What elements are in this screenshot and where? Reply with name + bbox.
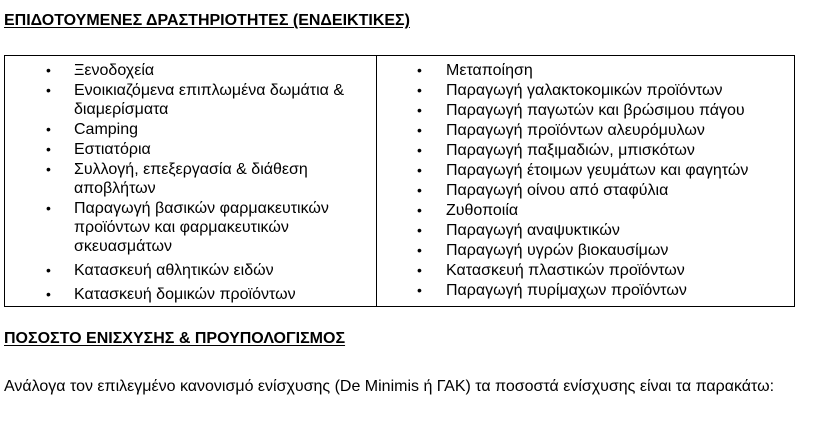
activity-label: Ξενοδοχεία [74, 62, 155, 79]
activity-list-item [5, 285, 376, 304]
bullet-icon: • [417, 202, 422, 218]
bullet-icon: • [417, 282, 422, 298]
activity-list-item [377, 81, 794, 100]
activity-label: Κατασκευή αθλητικών ειδών [74, 262, 274, 279]
activities-table [4, 55, 795, 307]
activity-label: Κατασκευή δομικών προϊόντων [74, 286, 296, 303]
bullet-icon: • [417, 142, 422, 158]
activities-left-list [5, 61, 376, 305]
activity-list-item [377, 281, 794, 300]
activity-list-item [5, 81, 376, 119]
activity-list-item [377, 161, 794, 180]
activity-label: Παραγωγή αναψυκτικών [446, 222, 620, 239]
activities-right-column [377, 56, 794, 306]
activity-list-item [5, 61, 376, 80]
bullet-icon: • [46, 161, 51, 177]
bullet-icon: • [417, 162, 422, 178]
activity-label: Παραγωγή γαλακτοκομικών προϊόντων [446, 82, 723, 99]
activity-label: Camping [74, 121, 139, 138]
activities-right-list [377, 61, 794, 301]
activity-label: Παραγωγή προϊόντων αλευρόμυλων [446, 122, 705, 139]
activity-list-item [5, 261, 376, 280]
activity-list-item [377, 61, 794, 80]
bullet-icon: • [417, 62, 422, 78]
bullet-icon: • [417, 122, 422, 138]
bullet-icon: • [417, 102, 422, 118]
activity-label: Παραγωγή παξιμαδιών, μπισκότων [446, 142, 695, 159]
activity-list-item [5, 160, 376, 198]
activity-list-item [377, 181, 794, 200]
bullet-icon: • [46, 82, 51, 98]
activity-list-item [5, 140, 376, 159]
activity-list-item [377, 241, 794, 260]
bullet-icon: • [46, 286, 51, 302]
activity-list-item [377, 221, 794, 240]
activity-list-item [5, 120, 376, 139]
activity-label: Παραγωγή υγρών βιοκαυσίμων [446, 242, 669, 259]
bullet-icon: • [46, 200, 51, 216]
support-rate-paragraph: Ανάλογα τον επιλεγμένο κανονισμό ενίσχυσης (De Minimis ή ΓΑΚ) τα ποσοστά ενίσχυσης είναι τα παρακάτω: [4, 378, 775, 395]
activity-label: Παραγωγή έτοιμων γευμάτων και φαγητών [446, 162, 749, 179]
bullet-icon: • [46, 262, 51, 278]
bullet-icon: • [46, 121, 51, 137]
activity-label: Παραγωγή οίνου από σταφύλια [446, 182, 669, 199]
activity-list-item [5, 199, 376, 256]
activity-list-item [377, 101, 794, 120]
bullet-icon: • [417, 182, 422, 198]
activity-label: Παραγωγή παγωτών και βρώσιμου πάγου [446, 102, 745, 119]
bullet-icon: • [417, 242, 422, 258]
activity-list-item [377, 141, 794, 160]
activity-label: Μεταποίηση [446, 62, 533, 79]
activity-list-item [377, 201, 794, 220]
activity-label: Συλλογή, επεξεργασία & διάθεση αποβλήτων [74, 161, 308, 197]
activity-label: Παραγωγή βασικών φαρμακευτικών προϊόντων και φαρμακευτικών σκευασμάτων [74, 200, 329, 255]
activity-label: Κατασκευή πλαστικών προϊόντων [446, 262, 685, 279]
activity-label: Εστιατόρια [74, 141, 151, 158]
activity-list-item [377, 121, 794, 140]
bullet-icon: • [417, 222, 422, 238]
bullet-icon: • [417, 82, 422, 98]
bullet-icon: • [417, 262, 422, 278]
bullet-icon: • [46, 62, 51, 78]
bullet-icon: • [46, 141, 51, 157]
activity-label: Ζυθοποιία [446, 202, 519, 219]
section-heading-activities: ΕΠΙΔΟΤΟΥΜΕΝΕΣ ΔΡΑΣΤΗΡΙΟΤΗΤΕΣ (ΕΝΔΕΙΚΤΙΚΕΣ) [4, 12, 410, 29]
activity-label: Ενοικιαζόμενα επιπλωμένα δωμάτια & διαμερίσματα [74, 82, 345, 118]
section-heading-support-rate: ΠΟΣΟΣΤΟ ΕΝΙΣΧΥΣΗΣ & ΠΡΟΥΠΟΛΟΓΙΣΜΟΣ [4, 330, 346, 347]
activities-left-column [5, 56, 377, 306]
activity-label: Παραγωγή πυρίμαχων προϊόντων [446, 282, 687, 299]
activity-list-item [377, 261, 794, 280]
